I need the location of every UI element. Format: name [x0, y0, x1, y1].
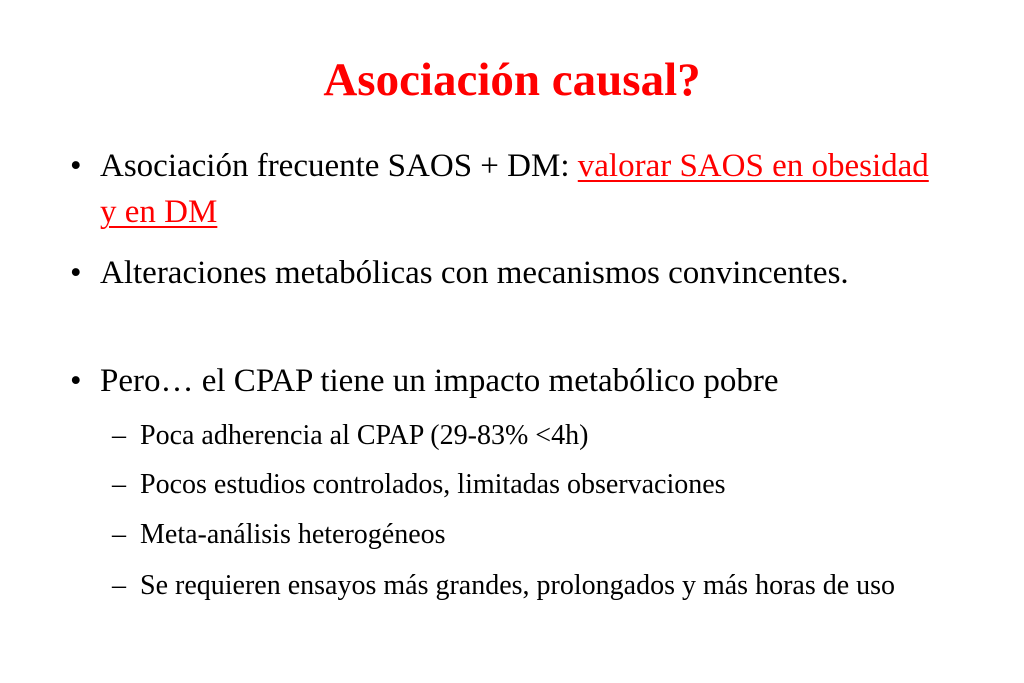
bullet-dot-icon: •	[70, 255, 82, 291]
dash-icon: –	[112, 420, 126, 451]
sub-bullet-text: Pocos estudios controlados, limitadas observaciones	[140, 469, 726, 500]
sub-bullet-text: Se requieren ensayos más grandes, prolongados y más horas de uso	[140, 570, 896, 601]
dash-icon: –	[112, 469, 126, 500]
bullet-dot-icon: •	[70, 148, 82, 184]
dash-icon: –	[112, 570, 126, 601]
highlighted-link-text[interactable]: valorar SAOS en obesidad y en DM	[100, 148, 929, 230]
bullet-text: Pero… el CPAP tiene un impacto metabólico pobre	[100, 363, 779, 399]
bullet-text: Asociación frecuente SAOS + DM:	[100, 148, 578, 184]
bullet-text: Alteraciones metabólicas con mecanismos convincentes.	[100, 255, 849, 291]
sub-bullet-text: Meta-análisis heterogéneos	[140, 519, 446, 550]
sub-bullet-text: Poca adherencia al CPAP (29-83% <4h)	[140, 420, 589, 451]
slide-title: Asociación causal?	[323, 54, 701, 106]
dash-icon: –	[112, 519, 126, 550]
bullet-dot-icon: •	[70, 363, 82, 399]
sub-bullet-item	[112, 416, 940, 455]
sub-bullet-item	[112, 515, 940, 554]
bullet-item	[70, 143, 940, 235]
sub-bullet-item	[112, 465, 940, 504]
bullet-item	[70, 358, 940, 404]
sub-bullet-item	[112, 566, 940, 605]
bullet-item	[70, 250, 940, 296]
